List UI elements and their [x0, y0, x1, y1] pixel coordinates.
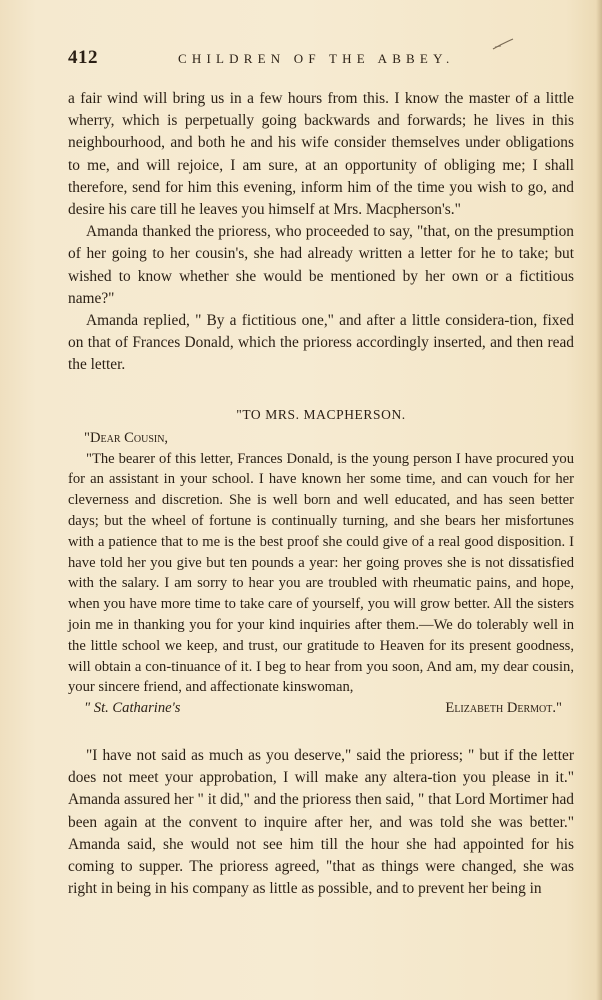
paragraph-amanda-replied: Amanda replied, " By a fictitious one," and after a little considera-tion, fixed on that of Frances Donald, which the prioress accordingly inserted, and then read the letter. — [68, 312, 574, 374]
letter-place: " St. Catharine's — [84, 700, 181, 717]
body-text — [68, 88, 574, 377]
letter-salutation: "Dear Cousin, — [84, 429, 169, 446]
running-head — [68, 47, 546, 69]
paragraph-prioress-reply: "I have not said as much as you deserve," said the prioress; " but if the letter does not meet your approbation, I will make any altera-tion you please in it." Amanda assured her " it did," and the prioress then said, " that Lord Mortimer had been again at the convent to inquire after her, and was told she was better." Amanda said, she would not see him till the hour she had appointed for his coming to supper. The prioress agreed, "that as things were changed, she was right in being in his company as little as possible, and to prevent her being in — [68, 747, 574, 898]
book-title: CHILDREN OF THE ABBEY. — [178, 51, 455, 66]
paragraph-amanda-thanked: Amanda thanked the prioress, who proceeded to say, "that, on the presumption of her going to her cousin's, she had already written a letter for he to take; but wished to know whether she would be mentioned by her own or a fictitious name?" — [68, 223, 574, 307]
letter-heading: "TO MRS. MACPHERSON. — [236, 407, 406, 422]
paragraph-continuation: a fair wind will bring us in a few hours from this. I know the master of a little wherry, which is perpetually going backwards and forwards; he lives in this neighbourhood, and both he and his wife consider themselves under obligations to me, and will rejoice, I am sure, at an opportunity of obliging me; I shall therefore, send for him this evening, inform him of the time you wish to go, and desire his care till he leaves you himself at Mrs. Macpherson's." — [68, 90, 574, 219]
letter-signer: Elizabeth Dermot." — [445, 700, 562, 717]
page-number: 412 — [68, 47, 98, 68]
letter-text: "The bearer of this letter, Frances Donald, is the young person I have procured you for an assistant in your school. I have known her some time, and can vouch for her cleverness and discretion. She is well born and well educated, and has seen better days; but the wheel of fortune is continually turning, and she bears her misfortunes with a patience that to me is the best proof she could give of a real good disposition. I have told her you give but ten pounds a year: her going proves she is not dissatisfied with the salary. I am sorry to hear you are troubled with rheumatic pains, and hope, when you have more time to take care of yourself, you will grow better. All the sisters join me in thanking you for your kind inquiries after them.—We do tolerably well in the little school we keep, and trust, our gratitude to Heaven for its present goodness, will obtain a con-tinuance of it. I beg to hear from you soon, And am, my dear cousin, your sincere friend, and affectionate kinswoman, — [68, 450, 574, 696]
page-edge-shadow — [596, 0, 602, 1000]
pencil-mark-icon — [492, 38, 514, 50]
letter-signature-line — [68, 698, 574, 719]
letter-block — [68, 405, 574, 719]
closing-text — [68, 745, 574, 900]
